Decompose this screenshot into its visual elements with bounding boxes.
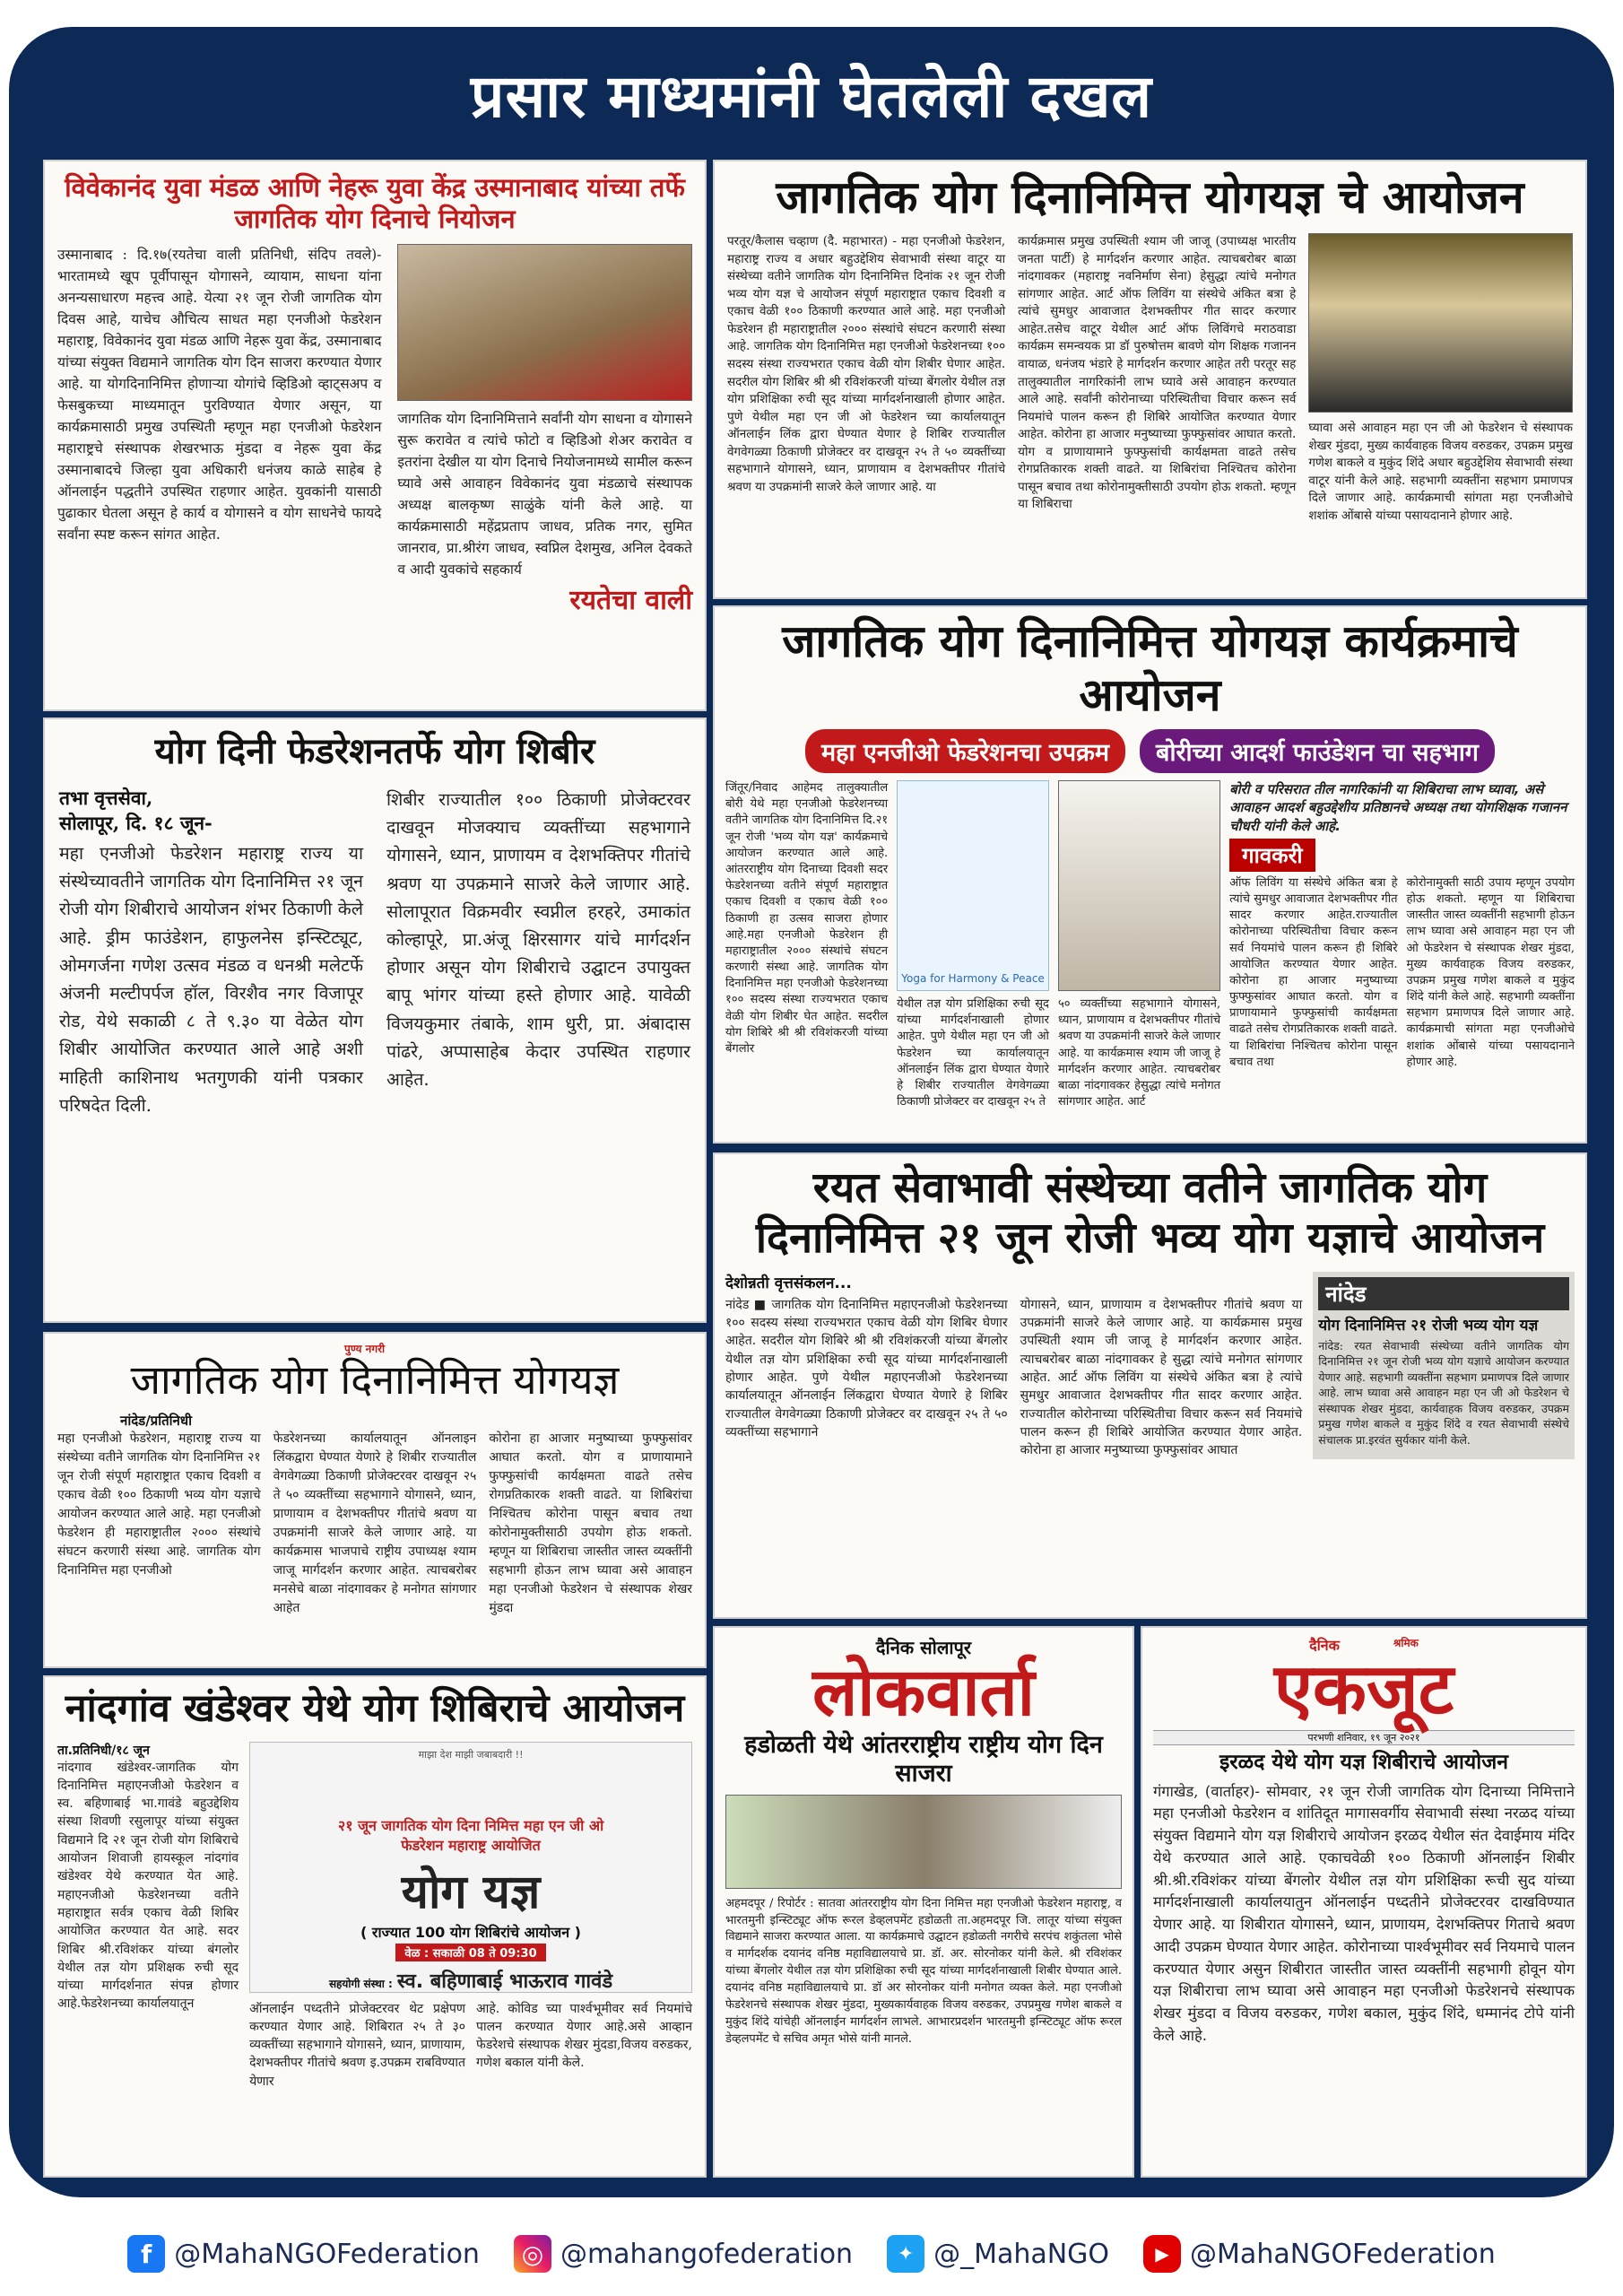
clip-body: फेडरेशनच्या कार्यालयातून ऑनलाइन लिंकद्वारा घेण्यात येणारे हे शिबीर राज्यातील वेगवेगळ्या ठिकाणी प्रोजेक्टरवर दाखवून २५ ते ५० व्यक्तींच्या सहभागाने योगासने, ध्यान, प्राणायाम व देशभक्तीपर गीतांचे श्रवण या उपक्रमांनी साजरे केले जाणार आहे. या कार्यक्रमास भाजपाचे राष्ट्रीय उपाध्यक्ष श्याम जाजू मार्गदर्शन करणार आहेत. त्याचबरोबर मनसेचे बाळा नांदगावकर हे मनोगत सांगणार आहेत — [273, 1431, 477, 1615]
twitter-icon: ✦ — [887, 2235, 924, 2273]
clip-body: गंगाखेड, (वार्ताहर)- सोमवार, २१ जून रोजी जागतिक योग दिनाच्या निमित्ताने महा एनजीओ फेडरेशन व शांतिदूत मागासवर्गीय सेवाभावी संस्था नरळद यांच्या संयुक्त विद्यमाने योग यज्ञ शिबीराचे आयोजन इरळद येथील संत देवाईमाय मंदिर येथे करण्यात आले आहे. एकाचवेळी १०० ठिकाणी ऑनलाईन शिबीर श्री.श्री.रविशंकर यांच्या बेंगलोर येथील तज्ञ योग प्रशिक्षिका रूची सुद यांच्या मार्गदर्शनाखाली कार्यालयातुन ऑनलाईन पध्दतीने प्रोजेक्टरवर दाखविण्यात येणार आहे. या शिबीरात योगासने, ध्यान, प्राणायम, देशभक्तिपर गिताचे श्रवण आदी उपक्रम घेण्यात येणार आहेत. कोरोनाच्या पार्श्वभूमीवर सर्व नियमाचे पालन करण्यात येणार असुन शिबीरात जास्तीत जास्त व्यक्तींनी सहभागी होवून योग यज्ञ शिबीराचा लाभ घ्यावा असे आवाहन महा एनजीओ फेडरेशनचे संस्थापक शेखर मुंडदा व विजय वरुडकर, गणेश बकाल, मुकुंद शिंदे, धम्मानंद टोपे यांनी केले आहे. — [1153, 1782, 1575, 2044]
clip-body: महा एनजीओ फेडरेशन महाराष्ट्र राज्य या संस्थेच्यावतीने जागतिक योग दिनानिमित्त २१ जून रोजी योग शिबीराचे आयोजन शंभर ठिकाणी केले आहे. ड्रीम फाउंडेशन, हाफुलनेस इन्स्टिट्यूट, ओमगर्जना गणेश उत्सव मंडळ व धनश्री मलेटर्फे अंजनी मल्टीपर्पज हॉल, विरशैव नगर विजापूर रोड, येथे सकाळी ८ ते ९.३० या वेळेत योग शिबीर आयोजित करण्यात आले आहे अशी माहिती काशिनाथ भतगुणकी यांनी पत्रकार परिषदेत दिली. — [59, 843, 363, 1116]
clip-yogyadnya-1 — [713, 160, 1587, 599]
side-city: नांदेड — [1318, 1277, 1569, 1310]
clip-kicker: श्रमिक — [1393, 1637, 1419, 1649]
clip-solapur — [43, 718, 707, 1323]
page-title: प्रसार माध्यमांनी घेतलेली दखल — [470, 62, 1153, 131]
masthead: लोकवार्ता — [812, 1654, 1035, 1731]
portrait-photo — [1308, 233, 1573, 413]
clip-title: योग दिनी फेडरेशनतर्फे योग शिबीर — [154, 731, 595, 772]
banner-right: बोरीच्या आदर्श फाउंडेशन चा सहभाग — [1140, 729, 1495, 773]
clip-dateline: सोलापूर, दि. १८ जून- — [59, 812, 213, 834]
social-footer — [0, 2222, 1623, 2285]
source-label: गावकरी — [1229, 839, 1315, 872]
clip-body: कोरोनामुक्ती साठी उपाय म्हणून उपयोग होऊ शकतो. म्हणून या शिबिराचा जास्तीत जास्त व्यक्तींनी सहभागी होऊन लाभ घ्यावा असे आवाहन महा एन जी ओ फेडरेशन चे संस्थापक शेखर मुंडदा, मुख्य कार्यवाहक विजय वरुडकर, उपक्रम प्रमुख गणेश बाकले व मुकुंद शिंदे यांनी केले आहे. सहभागी व्यक्तींना सहभाग प्रमाणपत्र दिले जाणार आहे. कार्यक्रमाची सांगता महा एनजीओचे शशांक ओंबासे यांच्या पसायदानाने होणार आहे. — [1406, 875, 1575, 1069]
clip-title: रयत सेवाभावी संस्थेच्या वतीने जागतिक योग दिनानिमित्त २१ जून रोजी भव्य योग यज्ञाचे आयोजन — [755, 1163, 1545, 1264]
clip-lokvarta — [713, 1626, 1134, 2178]
side-title: योग दिनानिमित्त २१ रोजी भव्य योग यज्ञ — [1318, 1316, 1539, 1335]
clip-body: ऑनलाईन पध्दतीने प्रोजेक्टरवर थेट प्रक्षेपण करण्यात येणार आहे. शिबिरात २५ ते ३० व्यक्तींच्या सहभागाने योगासने, ध्यान, प्राणायाम, देशभक्तीपर गीतांचे श्रवण इ.उपक्रम राबविण्यात येणार — [249, 2001, 466, 2089]
clip-body: अहमदपूर / रिपोर्टर : सातवा आंतरराष्ट्रीय योग दिना निमित्त महा एनजीओ फेडरेशन महाराष्ट्र, व भारतमुनी इन्स्टिट्यूट ऑफ रूरल डेव्हलपमेंट हडोळती ता.अहमदपूर जि. लातूर यांच्या संयुक्त विद्यमाने साजरा करण्यात आला. या कार्यक्रमाचे उद्घाटन हडोळती नगरीचे सरपंच शकुंतला भोसे व मार्गदर्शक दयानंद वनिष्ठ महाविद्यालयाचे प्रा. डॉ. अर. सोरनोकर यांनी केले. श्री रविशंकर यांच्या बेंगलोर येथील तज्ञ योग प्रशिक्षिका रुची सूद यांच्या मार्गदर्शनाखाली शिबीर घेण्यात आले. दयानंद वनिष्ठ महाविद्यालयाचे प्रा. डॉ अर सोरनोकर यांनी मनोगत व्यक्त केले. महा एनजीओ फेडरेशनचे संस्थापक शेखर मुंडदा, मुख्यकार्यवाहक विजय वरुडकर, उपप्रमुख गणेश बाकले व मुकुंद शिंदे यांचेही ऑनलाईन मार्गदर्शन लाभले. आभारप्रदर्शन भारतमुनी इन्स्टिट्यूट ऑफ रूरल डेव्हलपमेंट चे सचिव अमृत भोसे यांनी मानले. — [725, 1896, 1122, 2046]
instagram-icon: ◎ — [514, 2235, 551, 2273]
clip-dateline: नांदेड/प्रतिनिधी — [120, 1413, 192, 1429]
yoga-day-poster — [897, 780, 1049, 991]
youtube-icon: ▶ — [1143, 2235, 1181, 2273]
clip-body: परतूर/कैलास चव्हाण (दै. महाभारत) - महा एनजीओ फेडरेशन, महाराष्ट्र राज्य व अधार बहुउद्देशिय सेवाभावी संस्था वाटूर या संस्थेच्या वतीने जागतिक योग दिनानिमित्त दिनांक २१ जून रोजी भव्य योग यज्ञ चे आयोजन संपूर्ण महाराष्ट्रात एकाच दिवशी व एकाच वेळी १०० ठिकाणी करण्यात आले आहे. महा एनजीओ फेडरेशन ही महाराष्ट्रातील २००० संस्थांचे संघटन करणारी संस्था आहे. जागतिक योग दिनानिमित्त महा एनजीओ फेडरेशनच्या १०० सदस्य संस्था राज्यभरात एकाच वेळी योग शिबीर घेणार आहेत. सदरील योग शिबिर श्री श्री रविशंकरजी यांच्या बेंगलोर येथील तज्ञ योग प्रशिक्षिका रुची सूद यांच्या मार्गदर्शनाखाली होणार आहेत. पुणे येथील महा एन जी ओ फेडरेशन च्या कार्यालयातून ऑनलाईन लिंक द्वारा घेण्यात येणार हे शिबिर राज्यातील वेगवेगळ्या ठिकाणी प्रोजेक्टर वर दाखवून २५ ते ५० व्यक्तींच्या सहभागाने योगासने, ध्यान, प्राणायाम व देशभक्तीपर गीतांचे श्रवण या उपक्रमांनी साजरे केले जाणार आहे. या — [727, 234, 1006, 494]
facebook-link[interactable] — [127, 2235, 480, 2273]
clip-body: कार्यक्रमास प्रमुख उपस्थिती श्याम जी जाजू (उपाध्यक्ष भारतीय जनता पार्टी) हे मार्गदर्शन करणार आहेत. त्याचबरोबर बाळा नांदगावकर (महाराष्ट्र नवनिर्माण सेना) हेसुद्धा त्यांचे मनोगत सांगणार आहेत. आर्ट ऑफ लिविंग या संस्थेचे अंकित बत्रा हे त्यांचे सुमधुर आवाजात देशभक्तीपर गीत सादर करणार आहेत.तसेच वाटूर येथील आर्ट ऑफ लिविंगचे मराठवाडा कार्यक्रम समन्वयक प्रा डॉ पुरुषोत्तम बावणे योग शिक्षक गजानन वायाळ, धनंजय भंडारे हे मार्गदर्शन करणार आहेत तरी परतूर सह तालुक्यातील नागरिकांनी लाभ घ्यावे असे आवाहन करण्यात आले आहे. सर्वांनी कोरोनाच्या परिस्थितीचा विचार करून सर्व नियमांचे पालन करून ही शिबिरे आयोजित करण्यात येणार आहेत. कोरोना हा आजार मनुष्याच्या फुफ्फुसांवर आघात करतो. योग व प्राणायामाने फुफ्फुसांची कार्यक्षमता वाढते तसेच रोगप्रतिकारक शक्ती वाढते. या शिबिरांचा निश्चितच कोरोना पासून बचाव तथा कोरोनामुक्तीसाठी उपयोग होऊ शकतो. म्हणून या शिबिराचा — [1018, 234, 1297, 512]
clip-title: इरळद येथे योग यज्ञ शिबीराचे आयोजन — [1219, 1751, 1509, 1774]
clip-body: ऑफ लिविंग या संस्थेचे अंकित बत्रा हे त्यांचे सुमधुर आवाजात देशभक्तीपर गीत सादर करणार आहेत.राज्यातील कोरोनाच्या परिस्थितीचा विचार करून सर्व नियमांचे पालन करून ही शिबिरे आयोजित करण्यात येणार आहेत. कोरोना हा आजार मनुष्याच्या फुफ्फुसांवर आघात करतो. योग व प्राणायामाने फुफ्फुसांची कार्यक्षमता वाढते तसेच रोगप्रतिकारक शक्ती वाढते. या शिबिरांचा निश्चितच कोरोना पासून बचाव तथा — [1229, 875, 1398, 1069]
clip-body: आहे. कोविड च्या पार्श्वभूमीवर सर्व नियमांचे पालन करण्यात येणार आहे.असे आव्हान फेडरेशचे संस्थापक शेखर मुंदडा,विजय वरुडकर, गणेश बकाल यांनी केले. — [476, 2001, 692, 2071]
clip-title: नांदगांव खंडेश्वर येथे योग शिबिराचे आयोजन — [65, 1686, 685, 1731]
source-label: पुण्य नगरी — [344, 1343, 386, 1355]
clip-kicker: दैनिक — [1309, 1637, 1340, 1654]
clip-title: हडोळती येथे आंतरराष्ट्रीय राष्ट्रीय योग दिन साजरा — [744, 1731, 1103, 1788]
clip-rayat — [713, 1152, 1587, 1619]
photo — [397, 244, 692, 401]
guru-photo — [1058, 780, 1220, 991]
instagram-link[interactable] — [514, 2235, 853, 2273]
clip-body: नांदगाव खंडेश्वर-जागतिक योग दिनानिमित्त महाएनजीओ फेडरेशन व स्व. बहिणाबाई भा.गावंडे बहुउद्देशिय संस्था शिवणी रसुलापूर यांच्या संयुक्त विद्यमाने दि २१ जून रोजी योग शिबिराचे आयोजन शिवाजी हायस्कूल नांदगांव खंडेश्वर येथे करण्यात येत आहे. महाएनजीओ फेडरेशनच्या वतीने महाराष्ट्रात सर्वत्र एकाच वेळी शिबिर आयोजित करण्यात येत आहे. सदर शिबिर श्री.रविशंकर यांच्या बंगलोर येथील तज्ञ योग प्रशिक्षक रुची सूद यांच्या मार्गदर्शनात संपन्न होणार आहे.फेडरेशनच्या कार्यालयातून — [57, 1760, 239, 2012]
clip-yogyadnya-2 — [713, 605, 1587, 1144]
clip-body: घ्यावा असे आवाहन महा एन जी ओ फेडरेशन चे संस्थापक शेखर मुंडदा, मुख्य कार्यवाहक विजय वरुडकर, उपक्रम प्रमुख गणेश बाकले व मुकुंद शिंदे अधार बहुउद्देशिय सेवाभावी संस्था वाटूर यांनी केले आहे. सहभागी व्यक्तींना सहभाग प्रमाणपत्र दिले जाणार आहे. कार्यक्रमाची सांगता महा एनजीओचे शशांक ओंबासे यांच्या पसायदानाने होणार आहे. — [1308, 421, 1573, 523]
clip-byline: तभा वृत्तसेवा, — [59, 787, 153, 809]
youtube-link[interactable] — [1143, 2235, 1496, 2273]
clip-punyanagari — [43, 1332, 707, 1668]
poster-time: वेळ : सकाळी 08 ते 09:30 — [395, 1944, 545, 1961]
poster-org-label: सहयोगी संस्था : — [328, 1977, 393, 1990]
masthead: एकजूट — [1273, 1649, 1454, 1730]
clip-signature: रयतेचा वाली — [569, 584, 692, 616]
twitter-handle: @_MahaNGO — [933, 2238, 1110, 2270]
poster-top: माझा देश माझी जबाबदारी !! — [418, 1748, 524, 1761]
clip-title: जागतिक योग दिनानिमित्त योगयज्ञ चे आयोजन — [776, 171, 1524, 223]
clip-body: ५० व्यक्तींच्या सहभागाने योगासने, ध्यान, प्राणायाम व देशभक्तीपर गीतांचे श्रवण या उपक्रमांनी साजरे केले जाणार आहे. या कार्यक्रमास श्याम जी जाजू हे मार्गदर्शन करणार आहेत. त्याचबरोबर बाळा नांदगावकर हेसुद्धा त्यांचे मनोगत सांगणार आहेत. आर्ट — [1057, 997, 1221, 1109]
clip-ekjut — [1141, 1626, 1587, 2178]
poster-caption: Yoga for Harmony & Peace — [901, 972, 1045, 985]
twitter-link[interactable] — [887, 2235, 1109, 2273]
facebook-handle: @MahaNGOFederation — [174, 2238, 480, 2270]
poster-org: स्व. बहिणाबाई भाऊराव गावंडे — [396, 1970, 613, 1993]
yoga-poster — [249, 1742, 692, 1993]
clip-body: येथील तज्ञ योग प्रशिक्षिका रुची सूद यांच्या मार्गदर्शनाखाली होणार आहेत. पुणे येथील महा एन जी ओ फेडरेशन च्या कार्यालयातून ऑनलाईन लिंक द्वारा घेण्यात येणारे हे शिबीर राज्यातील वेगवेगळ्या ठिकाणी प्रोजेक्टर वर दाखवून २५ ते — [897, 997, 1049, 1109]
clip-body: योगासने, ध्यान, प्राणायाम व देशभक्तीपर गीतांचे श्रवण या उपक्रमांनी साजरे केले जाणार आहे. या कार्यक्रमास प्रमुख उपस्थिती श्याम जी जाजू हे मार्गदर्शन करणार आहेत. त्याचबरोबर बाळा नांदगावकर हे सुद्धा त्यांचे मनोगत सांगणार आहेत. आर्ट ऑफ लिविंग या संस्थेचे अंकित बत्रा हे त्यांचे सुमधुर आवाजात देशभक्तीपर गीत सादर करणार आहेत. राज्यातील कोरोनाच्या परिस्थितीचा विचार करून सर्व नियमांचे पालन करून ही शिबिरे आयोजित करण्यात येणार आहेत. कोरोना हा आजार मनुष्याच्या फुफ्फुसांवर आघात — [1020, 1297, 1303, 1458]
facebook-icon: f — [127, 2235, 165, 2273]
clip-body: जिंतूर/निवाद आहेमद तालुक्यातील बोरी येथे महा एनजीओ फेडरेशनच्या वतीने जागतिक योग दिनानिमित्त दि.२१ जून रोजी 'भव्य योग यज्ञ' कार्यक्रमाचे आयोजन करण्यात आले आहे. आंतरराष्ट्रीय योग दिनाच्या दिवशी सदर फेडरेशनच्या वतीने संपूर्ण महाराष्ट्रात एकाच दिवशी व एकाच वेळी १०० ठिकाणी हा उत्सव साजरा होणार आहे.महा एनजीओ फेडरेशन ही महाराष्ट्रातील २००० संस्थांचे संघटन करणारी संस्था आहे. जागतिक योग दिनानिमित्त महा एनजीओ फेडरेशनच्या १०० सदस्य संस्था राज्यभरात एकाच वेळी योग शिबीर घेत आहेत. सदरील योग शिबिरे श्री श्री रविशंकरजी यांच्या बेंगलोर — [725, 781, 889, 1056]
poster-headline: २१ जून जागतिक योग दिना निमित्त महा एन जी ओ फेडरेशन महाराष्ट्र आयोजित — [337, 1816, 604, 1854]
event-photo — [725, 1795, 1122, 1889]
clip-nandgaon — [43, 1675, 707, 2178]
clip-title: जागतिक योग दिनानिमित्त योगयज्ञ कार्यक्रमाचे आयोजन — [782, 615, 1518, 721]
clip-body: कोरोना हा आजार मनुष्याच्या फुफ्फुसांवर आघात करतो. योग व प्राणायामाने फुफ्फुसांची कार्यक्षमता वाढते तसेच रोगप्रतिकारक शक्ती वाढते. या शिबिरांचा निश्चितच कोरोना पासून बचाव तथा कोरोनामुक्तीसाठी उपयोग होऊ शकतो. म्हणून या शिबिराचा जास्तीत जास्त व्यक्तींनी सहभागी होऊन लाभ घ्यावा असे आवाहन महा एनजीओ फेडरेशन चे संस्थापक शेखर मुंडदा — [489, 1431, 693, 1615]
poster-big: योग यज्ञ — [401, 1865, 541, 1919]
clip-vivekanand — [43, 160, 707, 711]
clip-byline: देशोन्नती वृत्तसंकलन... — [725, 1274, 852, 1292]
poster-sub: ( राज्यात 100 योग शिबिरांचे आयोजन ) — [360, 1923, 581, 1941]
clip-body: महा एनजीओ फेडरेशन, महाराष्ट्र राज्य या संस्थेच्या वतीने जागतिक योग दिनानिमित्त २१ जून रोजी संपूर्ण महाराष्ट्रात एकाच दिवशी व एकाच वेळी १०० ठिकाणी भव्य योग यज्ञाचे आयोजन करण्यात आले आहे. महा एनजीओ फेडरेशन ही महाराष्ट्रातील २००० संस्थांचे संघटन करणारी संस्था आहे. जागतिक योग दिनानिमित्त महा एनजीओ — [57, 1431, 261, 1578]
clip-body: उस्मानाबाद : दि.१७(रयतेचा वाली प्रतिनिधी, संदिप तवले)- भारतामध्ये खूप पूर्वीपासून योगासने, व्यायाम, साधना यांना अनन्यसाधारण महत्त्व आहे. येत्या २१ जून रोजी जागतिक योग दिवस आहे, याचेच औचित्य साधत महा एनजीओ फेडरेशन महाराष्ट्र, विवेकानंद युवा मंडळ आणि नेहरू युवा केंद्र, उस्मानाबाद यांच्या संयुक्त विद्यमाने जागतिक योग दिन साजरा करण्यात येणार आहे. या योगदिनानिमित्त होणाऱ्या योगांचे व्हिडिओ व्हाट्सअप व फेसबुकच्या माध्यमातून पुरविण्यात येणार असून, या कार्यक्रमासाठी प्रमुख उपस्थिती म्हणून महा एनजीओ फेडरेशन महाराष्ट्रचे संस्थापक शेखरभाऊ मुंडदा व नेहरू युवा केंद्र उस्मानाबादचे जिल्हा युवा अधिकारी धनंजय काळे साहेब हे ऑनलाईन पद्धतीने उपस्थित राहणार आहेत. युवकांनी यासाठी पुढाकार घेतला असून हे कार्य व योगासने व योग साधनेचे फायदे सर्वांना स्पष्ट करून सांगत आहेत. — [57, 246, 382, 543]
clip-body: नांदेड ■ जागतिक योग दिनानिमित्त महाएनजीओ फेडरेशनच्या १०० सदस्य संस्था राज्यभरात एकाच वेळी योग शिबिर घेणार आहेत. सदरील योग शिबिरे श्री श्री रविशंकरजी यांच्या बेंगलोर येथील तज्ञ योग प्रशिक्षिका रुची सूद यांच्या मार्गदर्शनाखाली होणार आहेत. पुणे येथील महाएनजीओ फेडरेशनच्या कार्यालयातून ऑनलाईन लिंकद्वारा घेण्यात येणारे हे शिबिर राज्यातील वेगवेगळ्या ठिकाणी प्रोजेक्टर वर दाखवून २५ ते ५० व्यक्तींच्या सहभागाने — [725, 1297, 1008, 1439]
side-body: नांदेड: रयत सेवाभावी संस्थेच्या वतीने जागतिक योग दिनानिमित्त २१ जून रोजी भव्य योग यज्ञाचे आयोजन करण्यात येणार आहे. सहभागी व्यक्तींना सहभाग प्रमाणपत्र दिले जाणार आहे. लाभ घ्यावा असे आवाहन महा एन जी ओ फेडरेशन चे संस्थापक शेखर मुंडदा, कार्यवाहक विजय वरुडकर, उपक्रम प्रमुख गणेश बाकले व मुकुंद शिंदे व रयत सेवाभावी संस्थेचे संचालक प्रा.इरवंत सुर्यकार यांनी केले. — [1318, 1338, 1569, 1447]
clip-title: विवेकानंद युवा मंडळ आणि नेहरू युवा केंद्र उस्मानाबाद यांच्या तर्फे जागतिक योग दिनाचे नियोजन — [65, 172, 685, 234]
banner-left: महा एनजीओ फेडरेशनचा उपक्रम — [805, 729, 1125, 773]
youtube-handle: @MahaNGOFederation — [1190, 2238, 1496, 2270]
clip-body: शिबीर राज्यातील १०० ठिकाणी प्रोजेक्टरवर दाखवून मोजक्याच व्यक्तींच्या सहभागाने योगासने, ध्यान, प्राणायम व देशभक्तिपर गीतांचे श्रवण या उपक्रमाने साजरे केले जाणार आहे. सोलापूरात विक्रमवीर स्वप्नील हरहरे, उमाकांत कोल्हापूरे, प्रा.अंजू क्षिरसागर यांचे मार्गदर्शन होणार असून योग शिबीराचे उद्घाटन उपायुक्त बापू भांगर यांच्या हस्ते होणार आहे. यावेळी विजयकुमार तंबाके, शाम धुरी, प्रा. अंबादास पांढरे, अप्पासाहेब केदार उपस्थित राहणार आहेत. — [386, 789, 690, 1090]
clip-body: जागतिक योग दिनानिमित्ताने सर्वांनी योग साधना व योगासने सुरू करावेत व त्यांचे फोटो व व्हिडिओ शेअर करावेत व इतरांना देखील या योग दिनाचे नियोजनामध्ये सामील करून घ्यावे असे आवाहन विवेकानंद युवा मंडळाचे संस्थापक अध्यक्ष बालकृष्ण साळुंके यांनी केले आहे. या कार्यक्रमासाठी महेंद्रप्रताप जाधव, प्रतिक नगर, सुमित जानराव, प्रा.श्रीरंग जाधव, स्वप्निल देशमुख, अनिल देवकते व आदी युवकांचे सहकार्य — [397, 410, 692, 578]
clip-kicker: दैनिक सोलापूर — [875, 1637, 972, 1658]
clip-dateline: ता.प्रतिनिधी/१८ जून — [57, 1743, 150, 1758]
clip-dateline: परभणी शनिवार, १९ जून २०२१ — [1153, 1730, 1575, 1745]
instagram-handle: @mahangofederation — [560, 2238, 854, 2270]
highlight-text: बोरी व परिसरात तील नागरिकांनी या शिबिराचा लाभ घ्यावा, असे आवाहन आदर्श बहुउद्देशीय प्रतिष्ठानचे अध्यक्ष तथा योगशिक्षक गजानन चौधरी यांनी केले आहे. — [1229, 781, 1567, 834]
clip-title: जागतिक योग दिनानिमित्त योगयज्ञ — [130, 1356, 620, 1404]
